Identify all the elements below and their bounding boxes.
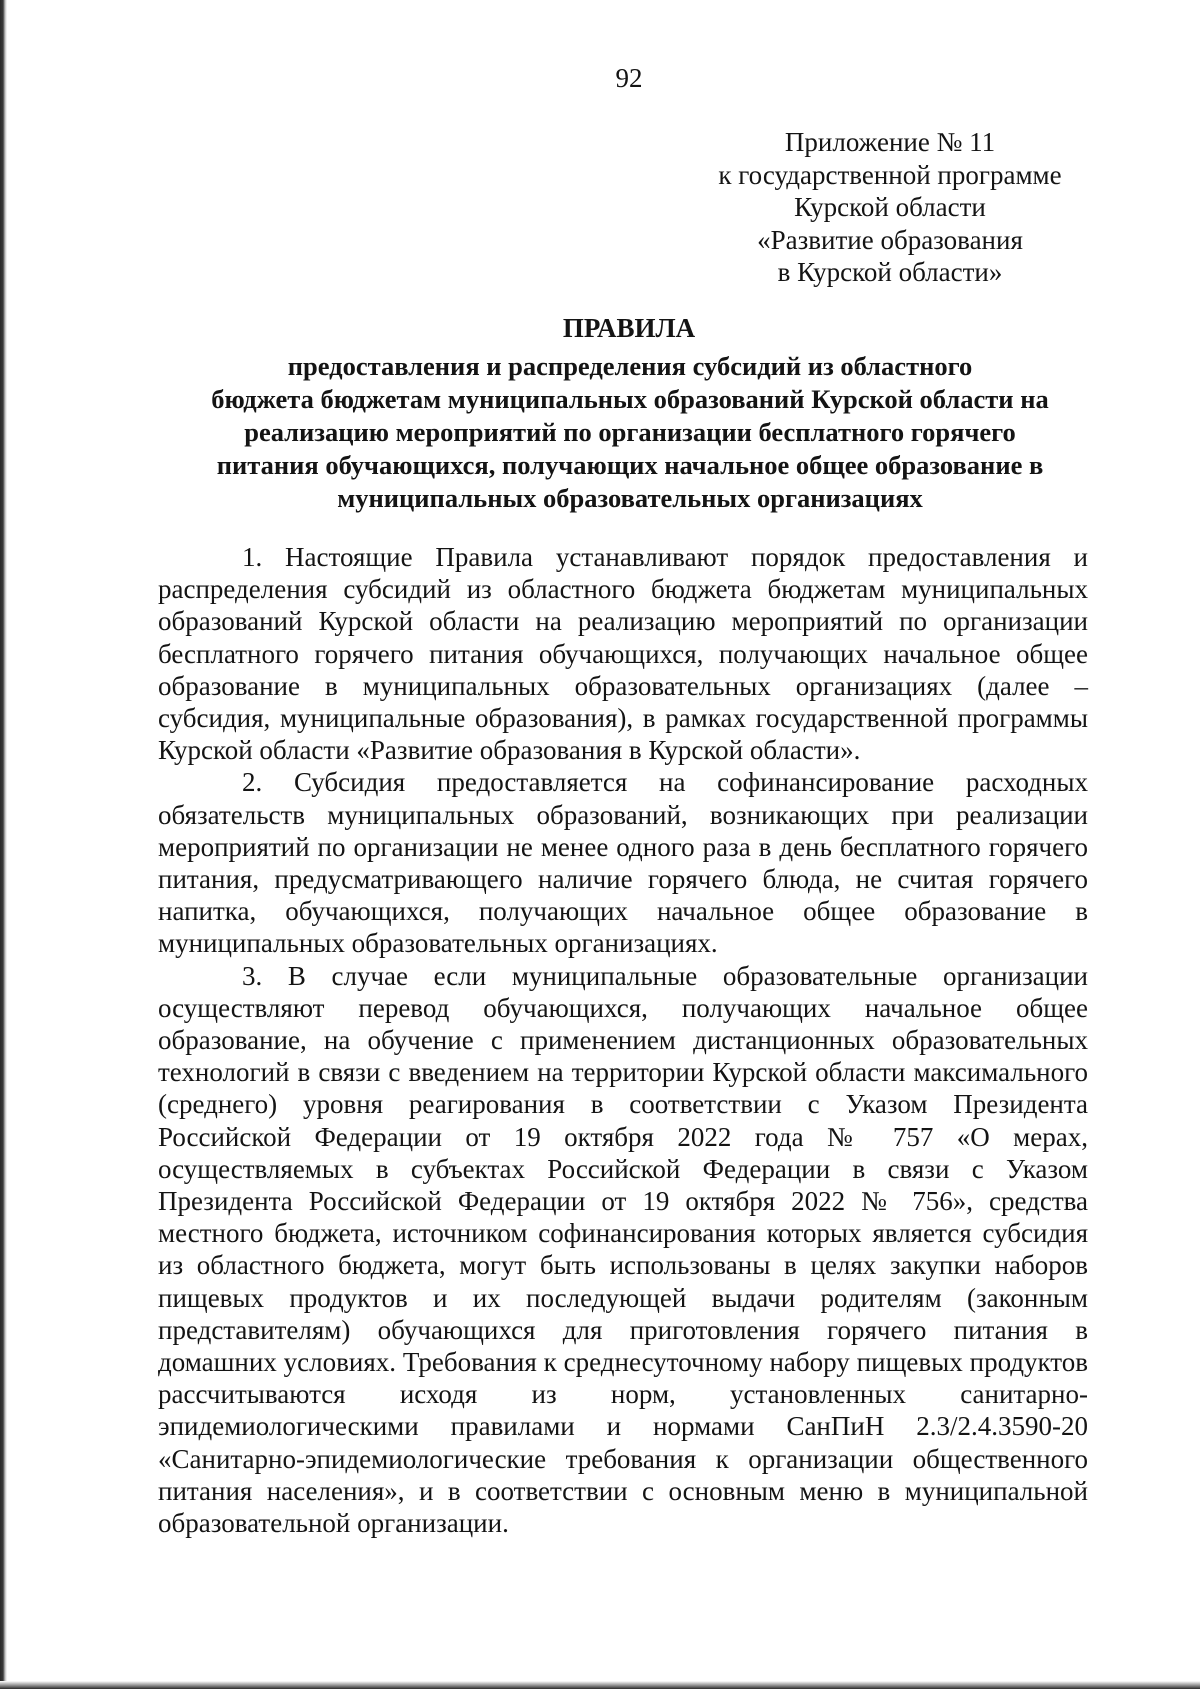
- subtitle-line: муниципальных образовательных организациях: [337, 483, 923, 513]
- document-title: ПРАВИЛА: [562, 313, 696, 343]
- page-number: 92: [615, 63, 643, 93]
- appendix-line: Курской области: [794, 192, 986, 222]
- document-body: [158, 541, 1088, 1539]
- subtitle-line: реализацию мероприятий по организации бесплатного горячего: [244, 417, 1016, 447]
- subtitle-line: питания обучающихся, получающих начальное общее образование в: [216, 450, 1044, 480]
- paragraph-1: 1. Настоящие Правила устанавливают порядок предоставления и распределения субсидий из областного бюджета бюджетам муниципальных образований Курской области на реализацию мероприятий по организации бесплатного горячего питания обучающихся, получающих начальное общее образование в муниципальных образовательных организациях (далее – субсидия, муниципальные образования), в рамках государственной программы Курской области «Развитие образования в Курской области».: [158, 542, 1088, 766]
- paragraph-2: 2. Субсидия предоставляется на софинансирование расходных обязательств муниципальных образований, возникающих при реализации мероприятий по организации не менее одного раза в день бесплатного горячего питания, предусматривающего наличие горячего блюда, не считая горячего напитка, обучающихся, получающих начальное общее образование в муниципальных образовательных организациях.: [158, 767, 1088, 959]
- appendix-line: «Развитие образования: [757, 224, 1023, 255]
- scan-left-edge: [0, 0, 7, 1689]
- paragraph-3: 3. В случае если муниципальные образовательные организации осуществляют перевод обучающихся, получающих начальное общее образование, на обучение с применением дистанционных образовательных технологий в связи с введением на территории Курской области максимального (среднего) уровня реагирования в соответствии с Указом Президента Российской Федерации от 19 октября 2022 года № 757 «О мерах, осуществляемых в субъектах Российской Федерации в связи с Указом Президента Российской Федерации от 19 октября 2022 № 756», средства местного бюджета, источником софинансирования которых является субсидия из областного бюджета, могут быть использованы в целях закупки наборов пищевых продуктов и их последующей выдачи родителям (законным представителям) обучающихся для приготовления горячего питания в домашних условиях. Требования к среднесуточному набору пищевых продуктов рассчитываются исходя из норм, установленных санитарно-эпидемиологическими правилами и нормами СанПиН 2.3/2.4.3590-20 «Санитарно-эпидемиологические требования к организации общественного питания населения», и в соответствии с основным меню в муниципальной образовательной организации.: [158, 960, 1088, 1539]
- document-subtitle: [170, 350, 1090, 515]
- appendix-line: Приложение № 11: [784, 127, 996, 157]
- scan-bottom-edge: [0, 1681, 1200, 1689]
- subtitle-line: бюджета бюджетам муниципальных образований Курской области на: [211, 384, 1049, 414]
- appendix-heading: [680, 126, 1100, 289]
- appendix-line: в Курской области»: [777, 257, 1003, 287]
- appendix-line: к государственной программе: [718, 159, 1062, 190]
- subtitle-line: предоставления и распределения субсидий из областного: [287, 351, 973, 381]
